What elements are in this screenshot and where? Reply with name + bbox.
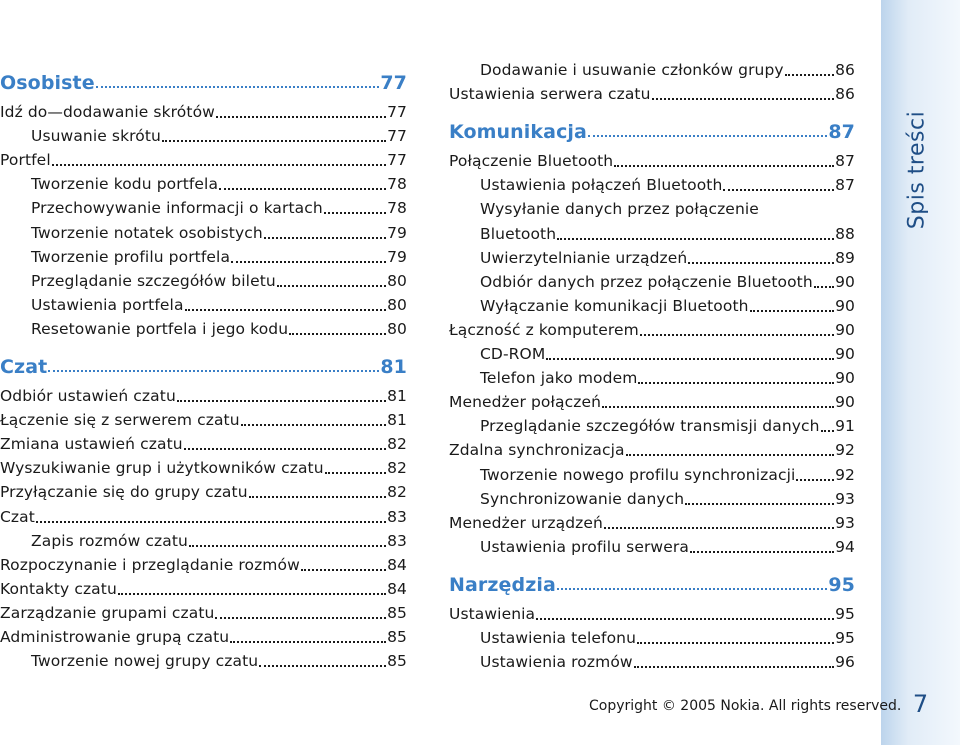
toc-entry-page: 95: [835, 629, 855, 647]
sidebar-title: Spis treści: [904, 110, 930, 230]
toc-entry: [449, 340, 855, 364]
toc-entry-page: 90: [835, 296, 855, 315]
dot-leader: [96, 86, 380, 88]
toc-section-heading: [449, 569, 855, 595]
dot-leader: [277, 285, 386, 287]
dot-leader: [557, 588, 827, 590]
toc-entry-page: 82: [387, 483, 407, 502]
toc-entry-page: 77: [387, 151, 407, 170]
toc-entry-page: 77: [380, 72, 407, 94]
toc-entry-title: CD-ROM: [480, 345, 546, 363]
dot-leader: [162, 140, 386, 142]
dot-leader: [821, 430, 835, 432]
dot-leader: [118, 593, 386, 595]
toc-entry-title: Synchronizowanie danych: [480, 489, 685, 508]
toc-entry-page: 83: [387, 507, 407, 526]
dot-leader: [301, 569, 386, 571]
toc-entry-page: 80: [387, 271, 407, 290]
toc-entry-page: 85: [387, 628, 407, 646]
toc-entry-title: Ustawienia portfela: [31, 295, 184, 314]
toc-entry-title: Łączność z komputerem: [449, 320, 639, 339]
toc-entry-page: 85: [387, 603, 407, 622]
toc-entry: [449, 436, 855, 460]
toc-entry-page: 87: [835, 152, 855, 171]
toc-entry: [0, 647, 407, 671]
toc-entry-page: 78: [387, 199, 407, 218]
toc-entry-title: Dodawanie i usuwanie członków grupy: [480, 61, 784, 79]
toc-entry-page: 91: [835, 417, 855, 436]
toc-entry-page: 84: [387, 555, 407, 574]
toc-entry-page: 93: [835, 513, 855, 532]
toc-entry-title: Telefon jako modem: [480, 369, 638, 388]
dot-leader: [36, 521, 386, 523]
toc-entry: [449, 316, 855, 340]
toc-entry-title: Uwierzytelnianie urządzeń: [480, 248, 688, 267]
toc-entry-page: 84: [387, 579, 407, 598]
toc-entry-title: Wyszukiwanie grup i użytkowników czatu: [0, 459, 324, 478]
toc-entry-title: Zmiana ustawień czatu: [0, 435, 183, 454]
toc-entry: [449, 171, 855, 195]
toc-entry-title: Narzędzia: [449, 573, 556, 596]
toc-entry-title: Ustawienia serwera czatu: [449, 85, 651, 104]
toc-entry-title: Portfel: [0, 151, 51, 170]
toc-entry-page: 95: [835, 604, 855, 623]
dot-leader: [177, 400, 386, 402]
toc-entry-page: 96: [835, 653, 855, 672]
dot-leader: [216, 116, 386, 118]
toc-entry: [0, 430, 407, 454]
toc-entry-page: 92: [835, 465, 855, 484]
dot-leader: [215, 617, 386, 619]
toc-entry-title: Menedżer połączeń: [449, 393, 602, 412]
page-number: 7: [912, 690, 929, 718]
toc-entry-title: Administrowanie grupą czatu: [0, 628, 230, 646]
toc-entry: [449, 56, 855, 80]
dot-leader: [638, 382, 834, 384]
dot-leader: [814, 286, 834, 288]
dot-leader: [249, 496, 386, 498]
toc-entry: [0, 478, 407, 502]
dot-leader: [48, 370, 379, 372]
dot-leader: [557, 238, 834, 240]
toc-entry-page: 90: [835, 345, 855, 363]
toc-entry-page: 79: [387, 247, 407, 266]
toc-entry: [449, 244, 855, 268]
toc-entry-title: Idź do—dodawanie skrótów: [0, 103, 215, 121]
dot-leader: [546, 358, 834, 360]
toc-entry-page: 80: [387, 295, 407, 314]
toc-entry: [0, 406, 407, 430]
toc-entry: [0, 623, 407, 647]
toc-entry-title: Tworzenie notatek osobistych: [31, 223, 263, 242]
dot-leader: [230, 641, 386, 643]
toc-entry-page: 83: [387, 531, 407, 550]
toc-entry-page: 92: [835, 441, 855, 460]
dot-leader: [241, 424, 386, 426]
toc-entry: [0, 170, 407, 194]
dot-leader: [723, 189, 834, 191]
toc-entry: [0, 291, 407, 315]
dot-leader: [637, 642, 834, 644]
toc-entry-title: Wyłączanie komunikacji Bluetooth: [480, 296, 749, 315]
toc-entry: [449, 600, 855, 624]
toc-entry: [0, 315, 407, 339]
dot-leader: [652, 98, 835, 100]
toc-entry-title: Komunikacja: [449, 121, 587, 144]
toc-entry: [0, 454, 407, 478]
toc-entry-title: Czat: [0, 507, 35, 526]
toc-entry-page: 95: [828, 573, 855, 596]
dot-leader: [634, 666, 834, 668]
toc-entry-title: Odbiór danych przez połączenie Bluetooth: [480, 272, 813, 291]
toc-entry: [0, 599, 407, 623]
dot-leader: [231, 261, 386, 263]
toc-entry-title: Przyłączanie się do grupy czatu: [0, 483, 248, 502]
dot-leader: [184, 448, 386, 450]
toc-entry: [449, 292, 855, 316]
toc-entry-page: 85: [387, 652, 407, 671]
toc-entry-title: Ustawienia profilu serwera: [480, 537, 689, 556]
toc-entry-page: 78: [387, 175, 407, 194]
toc-entry: [0, 267, 407, 291]
toc-entry: [0, 382, 407, 406]
toc-entry: [449, 648, 855, 672]
toc-entry-page: 90: [835, 320, 855, 339]
dot-leader: [626, 454, 834, 456]
toc-entry-page: 81: [380, 356, 407, 378]
toc-entry: [0, 146, 407, 170]
toc-entry-title: Menedżer urządzeń: [449, 513, 603, 532]
toc-entry: [449, 268, 855, 292]
toc-entry-title: Czat: [0, 356, 48, 378]
toc-entry-title: Przeglądanie szczegółów biletu: [31, 271, 276, 290]
toc-entry-title: Łączenie się z serwerem czatu: [0, 411, 240, 430]
dot-leader: [588, 135, 827, 137]
toc-entry-title: Tworzenie nowej grupy czatu: [31, 652, 259, 671]
toc-entry-title: Przeglądanie szczegółów transmisji danych: [480, 417, 820, 436]
dot-leader: [604, 527, 834, 529]
toc-entry-title: Tworzenie profilu portfela: [31, 247, 231, 266]
toc-entry: [0, 575, 407, 599]
toc-entry: [0, 243, 407, 267]
toc-entry-title: Zarządzanie grupami czatu: [0, 603, 215, 622]
toc-entry-title: Rozpoczynanie i przeglądanie rozmów: [0, 555, 300, 574]
toc-entry-page: 82: [387, 459, 407, 478]
toc-entry-title: Przechowywanie informacji o kartach: [31, 199, 323, 218]
toc-entry: [449, 80, 855, 104]
dot-leader: [688, 262, 834, 264]
dot-leader: [536, 618, 834, 620]
dot-leader: [189, 545, 386, 547]
toc-entry: [449, 364, 855, 388]
toc-entry: [449, 195, 855, 219]
toc-entry: [0, 122, 407, 146]
toc-entry-page: 82: [387, 435, 407, 454]
toc-entry: [449, 220, 855, 244]
toc-entry-page: 87: [835, 176, 855, 195]
toc-entry-title: Usuwanie skrótu: [31, 127, 161, 146]
dot-leader: [750, 310, 835, 312]
toc-entry-page: 93: [835, 489, 855, 508]
copyright-notice: Copyright © 2005 Nokia. All rights reserved.: [589, 698, 902, 714]
dot-leader: [614, 165, 834, 167]
toc-entry: [0, 194, 407, 218]
toc-entry: [449, 388, 855, 412]
toc-entry: [449, 533, 855, 557]
toc-entry: [449, 461, 855, 485]
toc-entry-page: 88: [835, 224, 855, 243]
dot-leader: [324, 212, 386, 214]
toc-entry: [0, 98, 407, 122]
toc-entry: [449, 485, 855, 509]
toc-entry-page: 87: [828, 121, 855, 144]
dot-leader: [259, 665, 386, 667]
toc-entry: [449, 412, 855, 436]
toc-entry: [449, 147, 855, 171]
toc-entry-title: Bluetooth: [480, 224, 557, 243]
toc-entry-page: 80: [387, 319, 407, 338]
toc-entry-title: Zapis rozmów czatu: [31, 531, 188, 550]
toc-entry-title: Ustawienia rozmów: [480, 653, 633, 672]
toc-entry-title: Wysyłanie danych przez połączenie: [480, 200, 759, 219]
dot-leader: [640, 334, 834, 336]
dot-leader: [690, 551, 834, 553]
toc-entry: [0, 503, 407, 527]
toc-entry-page: 86: [835, 85, 855, 104]
dot-leader: [325, 472, 386, 474]
toc-entry-page: 77: [387, 103, 407, 121]
toc-entry-title: Odbiór ustawień czatu: [0, 387, 176, 405]
toc-entry-title: Tworzenie kodu portfela: [31, 175, 219, 194]
toc-entry-page: 94: [835, 537, 855, 556]
dot-leader: [785, 74, 834, 76]
toc-entry-page: 79: [387, 223, 407, 242]
toc-entry-title: Osobiste: [0, 72, 95, 94]
toc-entry-title: Połączenie Bluetooth: [449, 152, 614, 171]
toc-entry-title: Tworzenie nowego profilu synchronizacji: [480, 465, 796, 484]
toc-entry-page: 81: [387, 411, 407, 430]
toc-entry-page: 90: [835, 393, 855, 412]
toc-entry-title: Ustawienia połączeń Bluetooth: [480, 176, 723, 195]
dot-leader: [796, 479, 834, 481]
toc-section-heading: [0, 351, 407, 377]
toc-entry-title: Zdalna synchronizacja: [449, 441, 625, 460]
toc-section-heading: [0, 67, 407, 93]
toc-entry-page: 86: [835, 61, 855, 79]
dot-leader: [602, 406, 834, 408]
toc-entry-page: 90: [835, 272, 855, 291]
toc-entry-title: Kontakty czatu: [0, 579, 117, 598]
toc-entry: [449, 624, 855, 648]
dot-leader: [685, 503, 834, 505]
toc-entry-title: Ustawienia telefonu: [480, 629, 637, 647]
dot-leader: [52, 164, 386, 166]
dot-leader: [185, 309, 387, 311]
dot-leader: [264, 237, 386, 239]
toc-entry-page: 89: [835, 248, 855, 267]
dot-leader: [219, 188, 386, 190]
toc-entry-title: Ustawienia: [449, 604, 536, 623]
toc-entry: [0, 527, 407, 551]
toc-entry: [0, 219, 407, 243]
toc-section-heading: [449, 116, 855, 142]
toc-entry-page: 90: [835, 369, 855, 388]
toc-entry-page: 77: [387, 127, 407, 146]
toc-entry: [0, 551, 407, 575]
toc-entry-title: Resetowanie portfela i jego kodu: [31, 319, 289, 338]
toc-entry-page: 81: [387, 387, 407, 405]
toc-entry: [449, 509, 855, 533]
dot-leader: [289, 333, 386, 335]
